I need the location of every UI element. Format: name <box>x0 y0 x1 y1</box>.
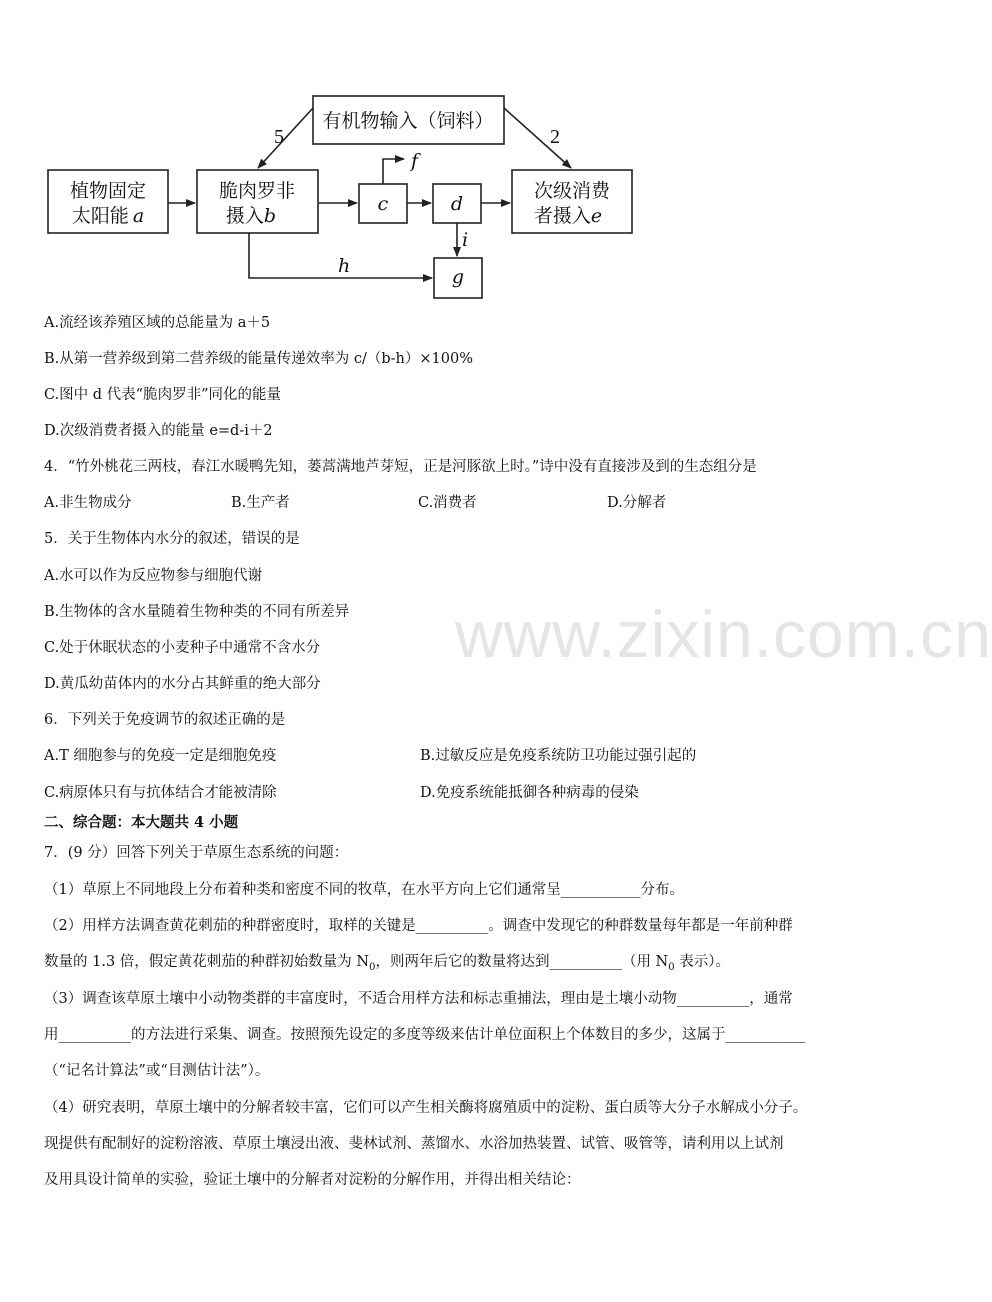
q6-stem: 6．下列关于免疫调节的叙述正确的是 <box>44 712 286 728</box>
q3-option-d: D.次级消费者摄入的能量 e=d-i＋2 <box>44 423 273 439</box>
num-2-label: 2 <box>550 126 560 148</box>
q5-option-d: D.黄瓜幼苗体内的水分占其鲜重的绝大部分 <box>44 676 321 692</box>
energy-flow-diagram <box>0 0 920 310</box>
q6-option-a: A.T 细胞参与的免疫一定是细胞免疫 <box>44 748 277 764</box>
q6-option-c: C.病原体只有与抗体结合才能被清除 <box>44 785 277 801</box>
q7-part4-line2: 现提供有配制好的淀粉溶液、草原土壤浸出液、斐林试剂、蒸馏水、水浴加热装置、试管、吸管等，请利用以上试剂 <box>44 1136 784 1152</box>
q7-part2-text-c: 表示）。 <box>674 954 730 970</box>
section-2-heading: 二、综合题：本大题共 4 小题 <box>44 814 239 831</box>
secondary-label-line2: 者摄入e <box>533 205 603 227</box>
q4-option-b: B.生产者 <box>231 495 290 511</box>
q4-option-a: A.非生物成分 <box>44 495 132 511</box>
plant-label-line2: 太阳能 a <box>71 205 145 227</box>
q7-part1: （1）草原上不同地段上分布着种类和密度不同的牧草，在水平方向上它们通常呈___________分布。 <box>44 882 684 898</box>
num-5-label: 5 <box>274 126 284 148</box>
q5-option-a: A.水可以作为反应物参与细胞代谢 <box>44 568 263 584</box>
q7-part4-line1: （4）研究表明，草原土壤中的分解者较丰富，它们可以产生相关酶将腐殖质中的淀粉、蛋白质等大分子水解成小分子。 <box>44 1100 808 1116</box>
q6-option-d: D.免疫系统能抵御各种病毒的侵染 <box>420 785 639 801</box>
q4-stem: 4．“竹外桃花三两枝，春江水暖鸭先知，蒌蒿满地芦芽短，正是河豚欲上时。”诗中没有直接涉及到的生态组分是 <box>44 459 757 475</box>
q7-part2-text-b: ，则两年后它的数量将达到__________（用 N <box>375 954 669 970</box>
i-label: i <box>462 229 469 251</box>
q7-part3-line1: （3）调查该草原土壤中小动物类群的丰富度时，不适合用样方法和标志重捕法，理由是土壤小动物__________，通常 <box>44 991 793 1007</box>
plant-label-line1: 植物固定 <box>69 180 147 202</box>
q7-subscript-1: 0 <box>369 961 376 973</box>
q4-option-d: D.分解者 <box>607 495 667 511</box>
node-c-label: c <box>377 193 389 215</box>
watermark: www.zixin.com.cn <box>455 597 992 671</box>
arrow-c-to-f <box>383 159 404 184</box>
q7-part3-line2: 用__________的方法进行采集、调查。按照预先设定的多度等级来估计单位面积上个体数目的多少，这属于___________ <box>44 1027 806 1043</box>
h-label: h <box>338 255 351 277</box>
arrow-input-to-secondary <box>504 108 571 168</box>
q5-stem: 5．关于生物体内水分的叙述，错误的是 <box>44 531 300 547</box>
q5-option-b: B.生物体的含水量随着生物种类的不同有所差异 <box>44 604 350 620</box>
q7-part3-line3: （“记名计算法”或“目测估计法”）。 <box>44 1063 270 1079</box>
q4-option-c: C.消费者 <box>418 495 477 511</box>
node-g-label: g <box>451 266 465 288</box>
q3-option-c: C.图中 d 代表“脆肉罗非”同化的能量 <box>44 387 282 403</box>
q3-option-b: B.从第一营养级到第二营养级的能量传递效率为 c/（b-h）×100% <box>44 351 474 367</box>
organic-input-label: 有机物输入（饲料） <box>322 110 494 132</box>
fish-label-line2: 摄入b <box>225 205 277 227</box>
arrow-input-to-fish <box>258 108 313 168</box>
q7-part2-line1: （2）用样方法调查黄花刺茄的种群密度时，取样的关键是__________。调查中发现它的种群数量每年都是一年前种群 <box>44 918 793 934</box>
q6-option-b: B.过敏反应是免疫系统防卫功能过强引起的 <box>420 748 697 764</box>
f-label: f <box>411 150 419 172</box>
q3-option-a: A.流经该养殖区域的总能量为 a＋5 <box>44 315 271 331</box>
q5-option-c: C.处于休眠状态的小麦种子中通常不含水分 <box>44 640 321 656</box>
q7-part2-text-a: 数量的 1.3 倍，假定黄花刺茄的种群初始数量为 N <box>44 954 370 970</box>
node-d-label: d <box>450 193 464 215</box>
q7-stem: 7．(9 分）回答下列关于草原生态系统的问题： <box>44 845 349 861</box>
q7-part2-line2 <box>44 952 730 978</box>
q7-subscript-2: 0 <box>668 961 675 973</box>
secondary-label-line1: 次级消费 <box>533 180 611 202</box>
q7-part4-line3: 及用具设计简单的实验，验证土壤中的分解者对淀粉的分解作用，并得出相关结论： <box>44 1172 581 1188</box>
fish-label-line1: 脆肉罗非 <box>218 180 296 202</box>
